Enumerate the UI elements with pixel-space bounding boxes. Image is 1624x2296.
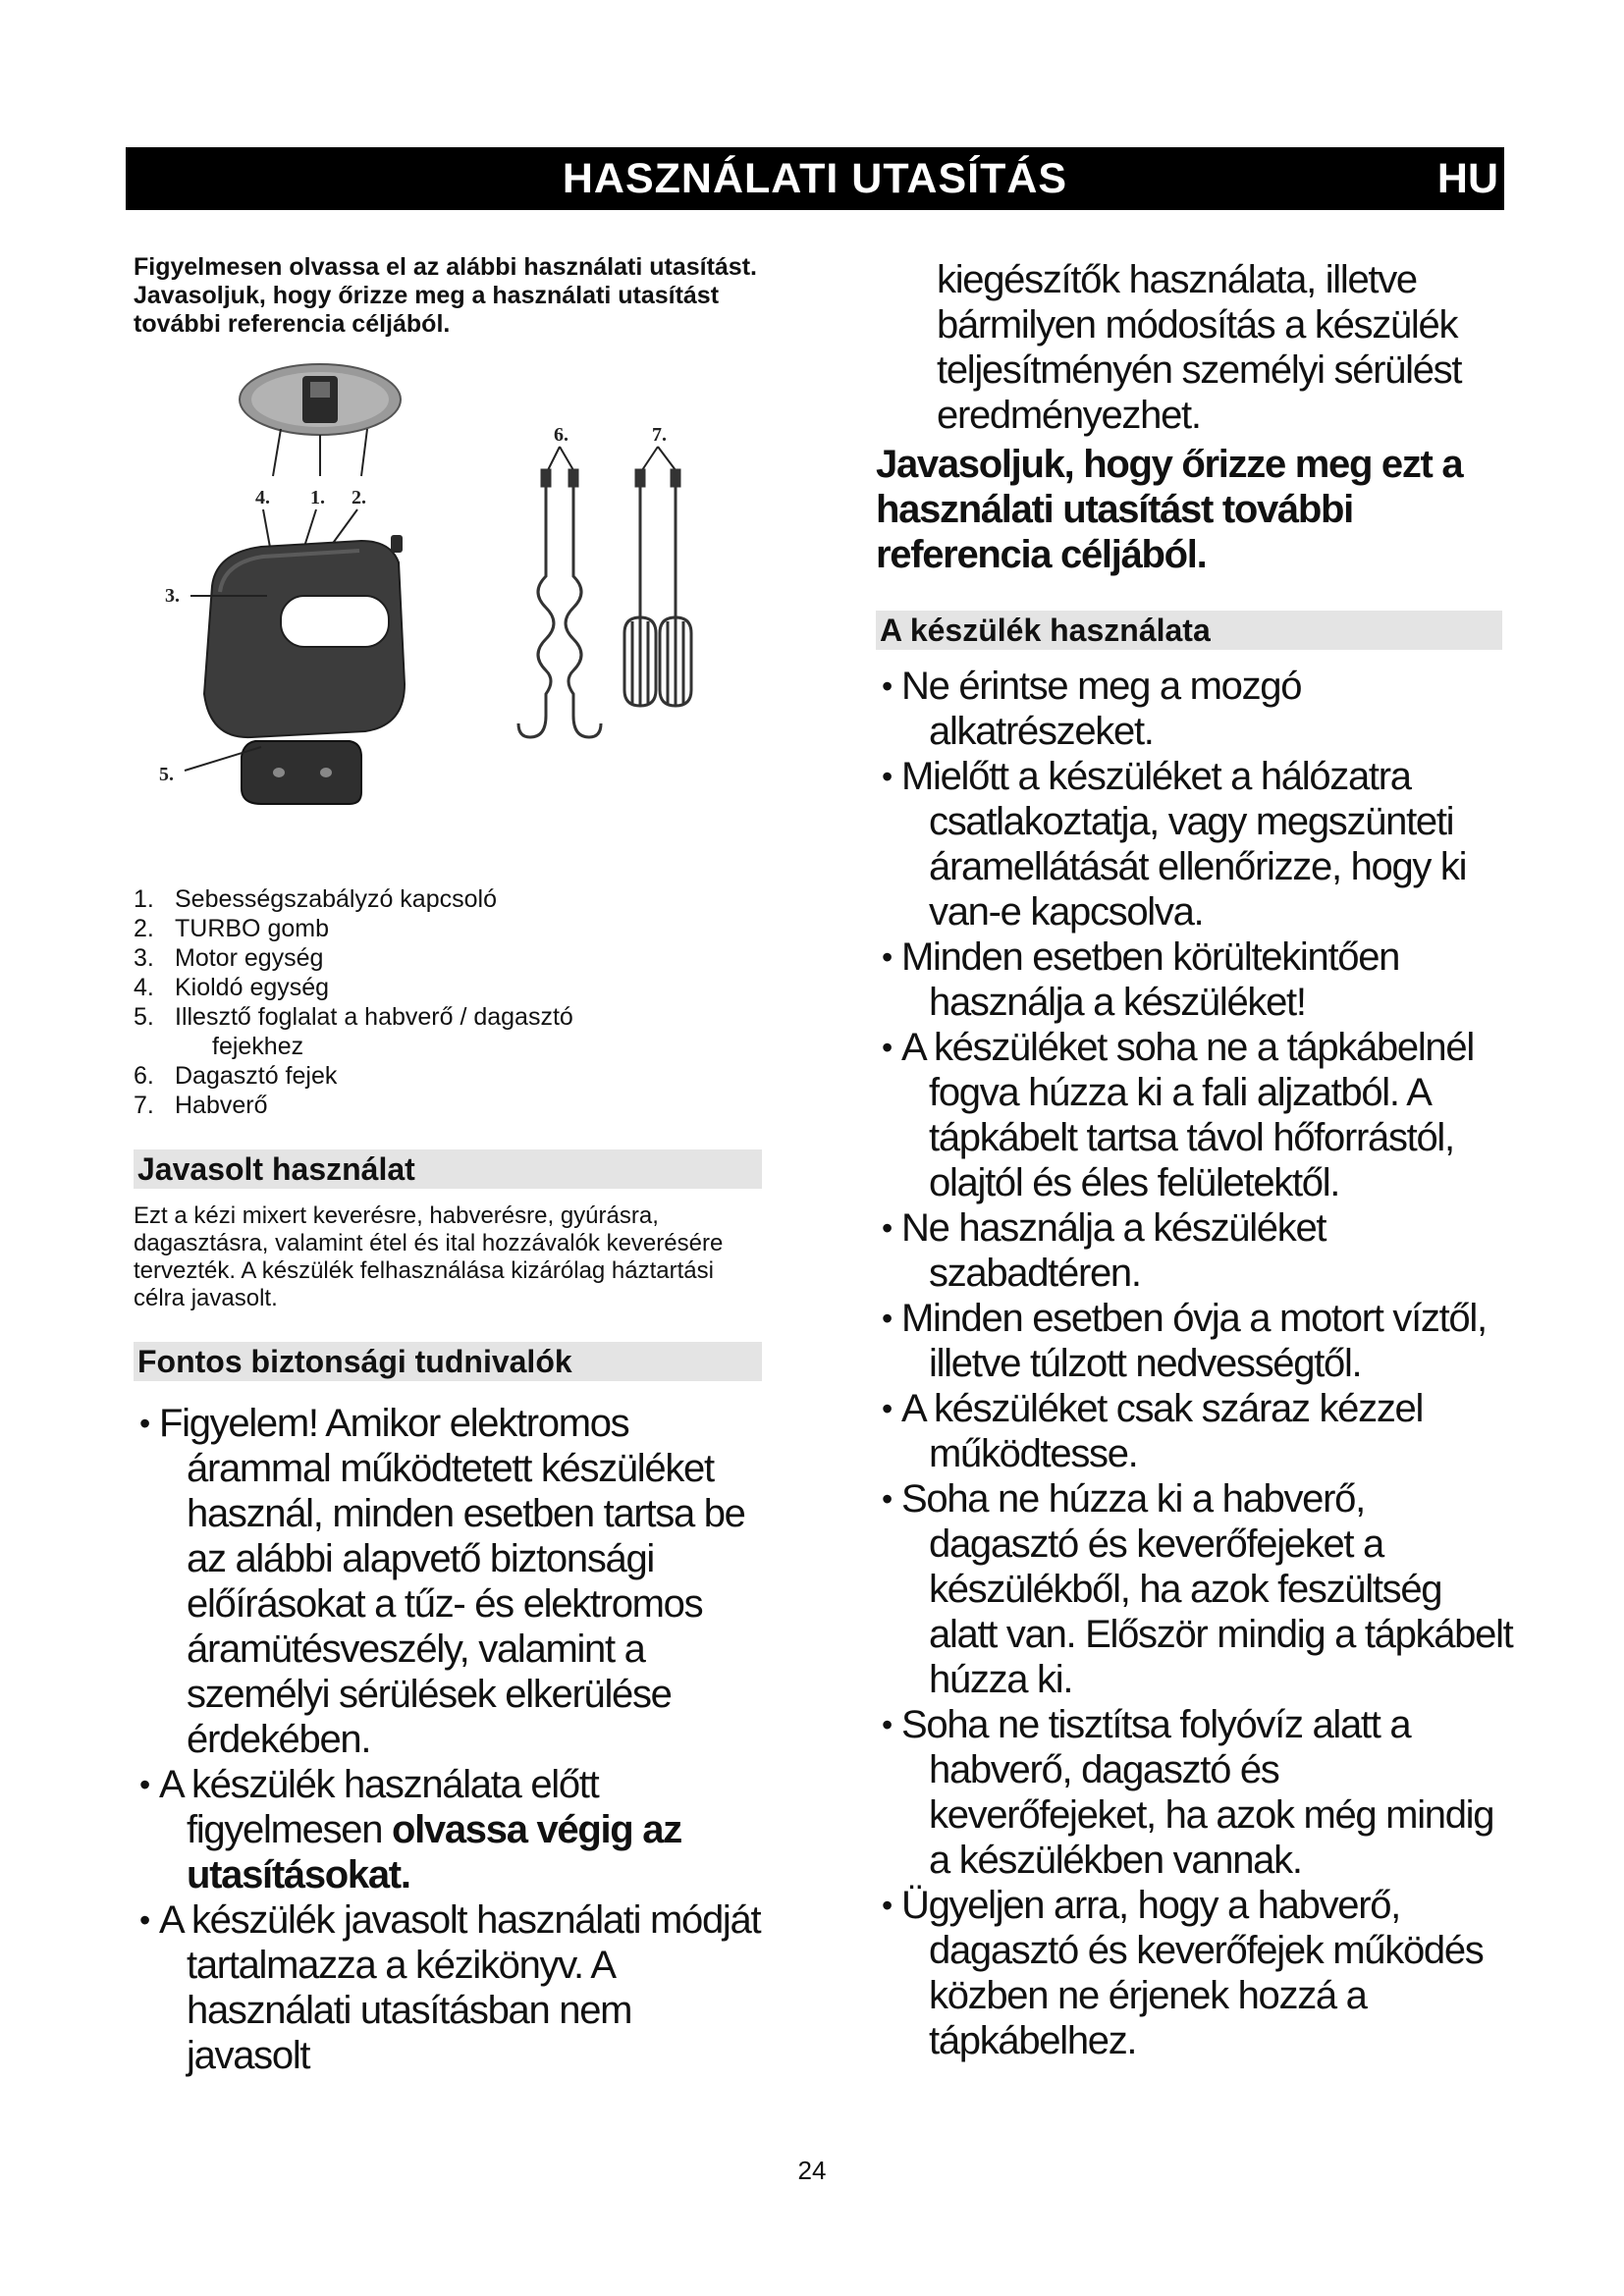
- part-item: 7. Habverő: [134, 1092, 268, 1119]
- part-item: 2. TURBO gomb: [134, 915, 329, 942]
- page-title: HASZNÁLATI UTASÍTÁS: [562, 155, 1068, 202]
- list-item: • Soha ne tisztítsa folyóvíz alatt a habverő, dagasztó és keverőfejeket, ha azok még mindig a készülékben vannak.: [876, 1702, 1514, 1883]
- figure-label-6: 6.: [554, 424, 568, 446]
- usage-heading: A készülék használata: [876, 611, 1502, 650]
- list-item: • A készülék javasolt használati módját tartalmazza a kézikönyv. A használati utasításban nem javasolt: [134, 1897, 762, 2078]
- header-bar: [126, 147, 1504, 210]
- list-item: • A készüléket soha ne a tápkábelnél fogva húzza ki a fali aljzatból. A tápkábelt tartsa távol hőforrástól, olajtól és éles felületektől.: [876, 1025, 1514, 1205]
- recommend-text: Javasoljuk, hogy őrizze meg ezt a használati utasítást további referencia céljából.: [876, 443, 1463, 576]
- mixer-figure: [134, 360, 762, 871]
- part-item: 3. Motor egység: [134, 944, 324, 972]
- beaters: [624, 470, 691, 706]
- list-item: • Minden esetben körültekintően használja a készüléket!: [876, 934, 1514, 1025]
- figure-label-7: 7.: [652, 424, 667, 446]
- list-item: • Soha ne húzza ki a habverő, dagasztó és keverőfejeket a készülékből, ha azok feszültség alatt van. Először mindig a tápkábelt húzza ki.: [876, 1476, 1514, 1702]
- dough-hooks: [518, 470, 601, 737]
- page-number: 24: [797, 2156, 827, 2185]
- part-item: 1. Sebességszabályzó kapcsoló: [134, 885, 497, 913]
- part-item: 4. Kioldó egység: [134, 974, 330, 1001]
- figure-label-2: 2.: [352, 487, 366, 508]
- list-item: • Ne használja a készüléket szabadtéren.: [876, 1205, 1514, 1296]
- list-item: • Ügyeljen arra, hogy a habverő, dagasztó és keverőfejek működés közben ne érjenek hozzá a tápkábelhez.: [876, 1883, 1514, 2063]
- list-item: • Mielőtt a készüléket a hálózatra csatlakoztatja, vagy megszünteti áramellátását ellenőrizze, hogy ki van-e kapcsolva.: [876, 754, 1514, 934]
- safety-heading: Fontos biztonsági tudnivalók: [134, 1342, 762, 1381]
- figure-label-1: 1.: [310, 487, 325, 508]
- language-code: HU: [1436, 155, 1498, 202]
- parts-list: [134, 884, 762, 1120]
- list-item: • Ne érintse meg a mozgó alkatrészeket.: [876, 664, 1514, 754]
- safety-continuation: kiegészítők használata, illetve bármilyen módosítás a készülék teljesítményén személyi sérülést eredményezhet.: [937, 258, 1462, 437]
- figure-label-4: 4.: [255, 487, 270, 508]
- mixer-illustration: [134, 360, 762, 871]
- list-item: • A készüléket csak száraz kézzel működtesse.: [876, 1386, 1514, 1476]
- safety-list: [134, 1401, 762, 2078]
- list-item: • Figyelem! Amikor elektromos árammal működtetett készüléket használ, minden esetben tartsa be az alábbi alapvető biztonsági előírásokat a tűz- és elektromos áramütésveszély, valamint a személyi sérülések elkerülése érdekében.: [134, 1401, 762, 1762]
- handle-opening: [281, 596, 389, 647]
- usage-list: [876, 664, 1514, 2063]
- figure-label-5: 5.: [159, 764, 174, 785]
- right-column: [876, 253, 1514, 2063]
- attachment-socket: [242, 741, 361, 804]
- recommended-use-heading: Javasolt használat: [134, 1149, 762, 1189]
- recommended-use-text: Ezt a kézi mixert keverésre, habverésre, gyúrásra, dagasztásra, valamint étel és ital hozzávalók keverésére tervezték. A készülék felhasználása kizárólag háztartási célra javasolt.: [134, 1202, 724, 1311]
- intro-text: Figyelmesen olvassa el az alábbi használati utasítást. Javasoljuk, hogy őrizze meg a használati utasítást további referencia céljából.: [134, 253, 757, 338]
- part-item: 6. Dagasztó fejek: [134, 1062, 338, 1090]
- list-item: • Minden esetben óvja a motort víztől, illetve túlzott nedvességtől.: [876, 1296, 1514, 1386]
- left-column: [134, 253, 762, 2078]
- list-item: • A készülék használata előtt figyelmesen olvassa végig az utasításokat.: [134, 1762, 762, 1897]
- part-item: 5. Illesztő foglalat a habverő / dagasztó fejekhez: [134, 1003, 573, 1060]
- figure-label-3: 3.: [165, 585, 180, 607]
